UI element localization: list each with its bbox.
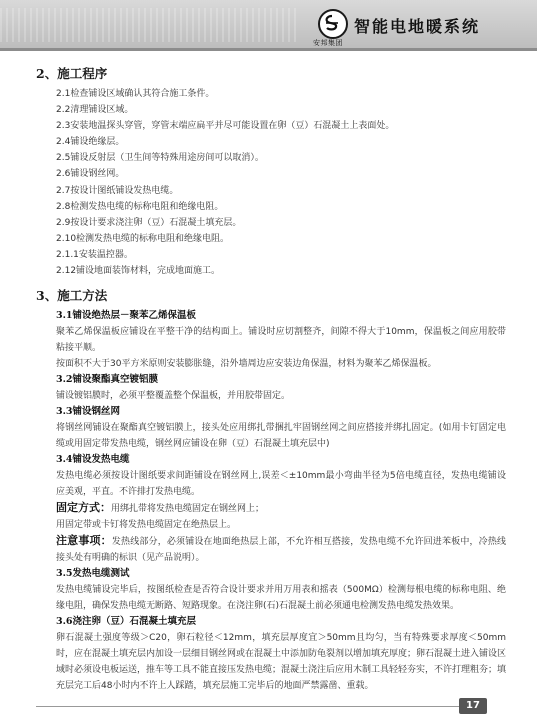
- paragraph: 按面积不大于30平方米原则安装膨胀缝，沿外墙周边应安装边角保温，材料为聚苯乙烯保温板。: [56, 359, 437, 370]
- document-body: [36, 65, 506, 694]
- fix-method-label: 固定方式：: [56, 501, 111, 515]
- footer-divider: [36, 706, 459, 707]
- header-decoration: [0, 8, 300, 42]
- page-number: 17: [459, 698, 487, 714]
- paragraph: 铺设镀铝膜时，必须平整覆盖整个保温板，并用胶带固定。: [56, 391, 291, 402]
- procedure-step: 2.3安装地温探头穿管，穿管末端应扁平并尽可能设置在卵（豆）石混凝土上表面处。: [56, 121, 395, 132]
- subsection-title: 3.2铺设聚酯真空镀铝膜: [56, 374, 159, 386]
- subsection-title: 3.5发热电缆测试: [56, 568, 130, 580]
- subsection-title: 3.1铺设绝热层－聚苯乙烯保温板: [56, 310, 197, 322]
- notice-block: [56, 533, 506, 566]
- section-heading: 2、施工程序: [36, 66, 108, 81]
- paragraph: 聚苯乙烯保温板应铺设在平整干净的结构面上。铺设时应切割整齐，间隙不得大于10mm，保温板之间应用胶带粘接平顺。: [56, 327, 506, 354]
- fix-method-text: 用固定带或卡钉将发热电缆固定在绝热层上。: [56, 520, 237, 531]
- paragraph: 发热电缆必须按设计图纸要求间距铺设在钢丝网上,误差＜±10mm最小弯曲半径为5倍电缆直径，发热电缆铺设应美观，平直。不许排打发热电缆。: [56, 471, 506, 498]
- paragraph: 卵石混凝土强度等级＞C20，卵石粒径＜12mm，填充层厚度宜＞50mm且均匀，当有特殊要求厚度＜50mm时，应在混凝土填充层内加设一层细目钢丝网或在混凝土中添加防龟裂剂以增加填充厚度；卵石混凝土进入铺设区域时必须设电板运送，推车等工具不能直接压发热电缆；混凝土浇注后应用木制工具轻轻夯实，不许打理粗夯；填充层完工后48小时内不许上人踩踏，填充层施工完毕后的地面严禁露凿、重载。: [56, 633, 507, 692]
- procedure-step: 2.5铺设反射层（卫生间等特殊用途房间可以取消）。: [56, 153, 264, 164]
- notice-label: 注意事项：: [56, 534, 112, 548]
- fix-method-text: 用绑扎带将发热电缆固定在钢丝网上；: [111, 504, 265, 515]
- page-header: [0, 0, 537, 51]
- procedure-step: 2.12铺设地面装饰材料，完成地面施工。: [56, 266, 221, 277]
- procedure-step: 2.7按设计图纸铺设发热电缆。: [56, 185, 179, 196]
- company-logo-icon: [318, 9, 348, 39]
- procedure-step: 2.1.1安装温控器。: [56, 249, 133, 260]
- procedure-step: 2.2清理铺设区域。: [56, 105, 134, 116]
- paragraph: 将钢丝网铺设在聚酯真空镀铝膜上，接头处应用绑扎带捆扎牢固钢丝网之间应搭接并绑扎固定。(如用卡钉固定电缆或用固定带发热电缆，钢丝网应铺设在卵（豆）石混凝土填充层中): [56, 423, 506, 450]
- subsection-title: 3.4铺设发热电缆: [56, 454, 130, 466]
- procedure-step: 2.1检查铺设区域确认其符合施工条件。: [56, 89, 215, 99]
- section-heading: 3、施工方法: [36, 288, 108, 304]
- notice-text: 发热线部分，必须铺设在地面绝热层上部，不允许相互搭接，发热电缆不允许回进苯板中，冷热线接头处有明确的标识（见产品说明）。: [56, 537, 506, 564]
- procedure-step: 2.10检测发热电缆的标称电阻和绝缘电阻。: [56, 233, 230, 244]
- subsection-title: 3.3铺设钢丝网: [56, 406, 121, 418]
- procedure-step: 2.6铺设钢丝网。: [56, 169, 125, 180]
- fix-method-block: [56, 500, 506, 533]
- procedure-list: [36, 86, 506, 279]
- procedure-step: 2.8检测发热电缆的标称电阻和绝缘电阻。: [56, 201, 224, 212]
- procedure-step: 2.4铺设绝缘层。: [56, 137, 125, 148]
- paragraph: 发热电缆铺设完毕后，按图纸检查是否符合设计要求并用万用表和摇表（500MΩ）检测每根电缆的标称电阻、绝缘电阻，确保发热电缆无断路、短路现象。在浇注卵(石)石混凝土前必须通电检测发热电缆发热效果。: [56, 585, 506, 612]
- brand-name: 安邦集团: [313, 39, 343, 47]
- subsection-title: 3.6浇注卵（豆）石混凝土填充层: [56, 616, 197, 628]
- page-title: 智能电地暖系统: [354, 17, 481, 36]
- procedure-step: 2.9按设计要求浇注卵（豆）石混凝土填充层。: [56, 217, 242, 228]
